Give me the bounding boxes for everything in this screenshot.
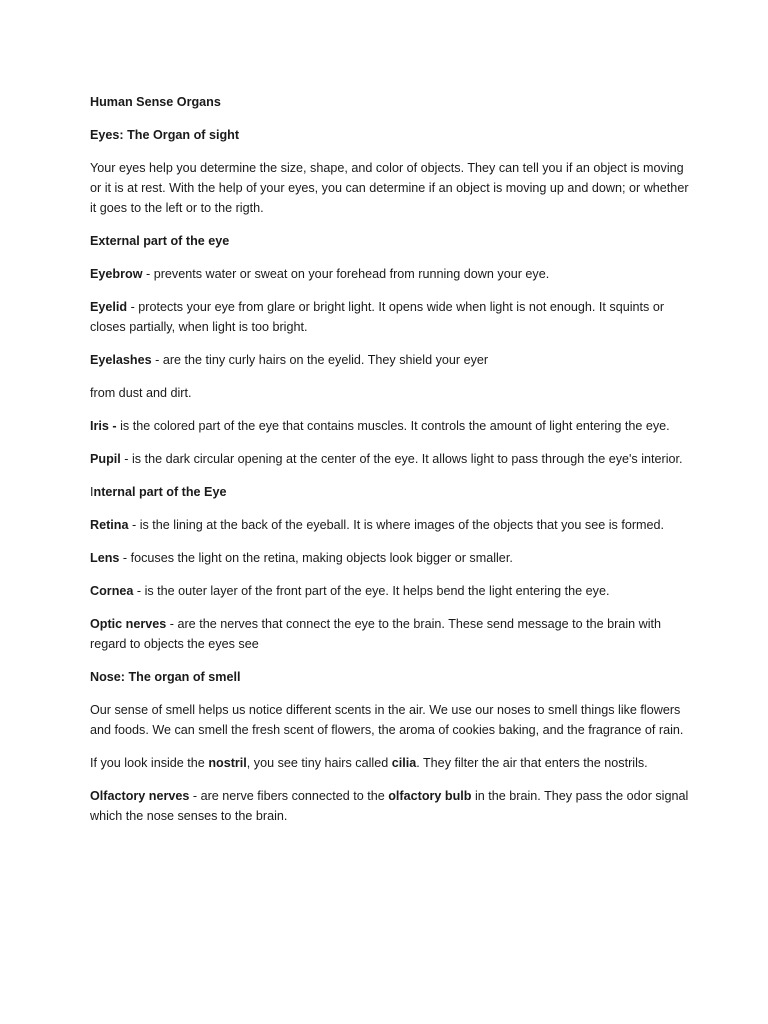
definition-cornea — [90, 581, 690, 601]
term: Lens — [90, 551, 120, 565]
eyes-intro-paragraph: Your eyes help you determine the size, shape, and color of objects. They can tell you if an object is moving or it is at rest. With the help of your eyes, you can determine if an object is moving up and down; or whether it goes to the left or to the rigth. — [90, 161, 689, 215]
internal-heading-rest: nternal part of the Eye — [93, 485, 227, 499]
term: Eyelashes — [90, 353, 152, 367]
definition-eyebrow — [90, 264, 690, 284]
term-nostril: nostril — [208, 756, 247, 770]
text: - are nerve fibers connected to the — [189, 789, 389, 803]
definition: - is the dark circular opening at the center of the eye. It allows light to pass through the eye's interior. — [120, 452, 683, 466]
definition-pupil — [90, 449, 690, 469]
text: in the brain. They pass the odor signal which the nose senses to the brain. — [90, 789, 689, 823]
definition: - is the outer layer of the front part of the eye. It helps bend the light entering the eye. — [133, 584, 610, 598]
text: If you look inside the — [90, 756, 209, 770]
definition-iris — [90, 416, 690, 436]
term: Eyelid — [90, 300, 128, 314]
nose-heading: Nose: The organ of smell — [90, 670, 241, 684]
term-olfactory-nerves: Olfactory nerves — [90, 789, 190, 803]
olfactory-paragraph — [90, 786, 690, 826]
definition-retina — [90, 515, 690, 535]
text: . They filter the air that enters the nostrils. — [416, 756, 648, 770]
definition: - protects your eye from glare or bright light. It opens wide when light is not enough. It squints or closes partially, when light is too bright. — [90, 300, 665, 334]
term-cilia: cilia — [391, 756, 417, 770]
definition-eyelid — [90, 297, 690, 337]
definition-optic-nerves — [90, 614, 690, 654]
definition: - are the tiny curly hairs on the eyelid. They shield your eyer — [151, 353, 489, 367]
definition: is the colored part of the eye that contains muscles. It controls the amount of light entering the eye. — [116, 419, 670, 433]
external-part-heading: External part of the eye — [90, 234, 230, 248]
document-page — [90, 92, 690, 839]
definition: - is the lining at the back of the eyeball. It is where images of the objects that you see is formed. — [128, 518, 665, 532]
definition: - focuses the light on the retina, making objects look bigger or smaller. — [119, 551, 513, 565]
definition-lens — [90, 548, 690, 568]
eyelashes-continued: from dust and dirt. — [90, 386, 192, 400]
eyes-heading: Eyes: The Organ of sight — [90, 128, 240, 142]
nose-intro-paragraph: Our sense of smell helps us notice different scents in the air. We use our noses to smell things like flowers and foods. We can smell the fresh scent of flowers, the aroma of cookies baking, and the fragrance of rain. — [90, 703, 684, 737]
definition: - prevents water or sweat on your forehead from running down your eye. — [142, 267, 550, 281]
term: Cornea — [90, 584, 134, 598]
term: Iris - — [90, 419, 117, 433]
internal-heading-first-letter: I — [90, 485, 94, 499]
term: Optic nerves — [90, 617, 167, 631]
definition: - are the nerves that connect the eye to the brain. These send message to the brain with regard to objects the eyes see — [90, 617, 662, 651]
text: , you see tiny hairs called — [246, 756, 392, 770]
term: Retina — [90, 518, 129, 532]
document-title: Human Sense Organs — [90, 95, 221, 109]
term: Eyebrow — [90, 267, 143, 281]
term: Pupil — [90, 452, 121, 466]
definition-eyelashes — [90, 350, 690, 370]
internal-part-heading — [90, 482, 690, 502]
nostril-paragraph — [90, 753, 690, 773]
term-olfactory-bulb: olfactory bulb — [388, 789, 472, 803]
